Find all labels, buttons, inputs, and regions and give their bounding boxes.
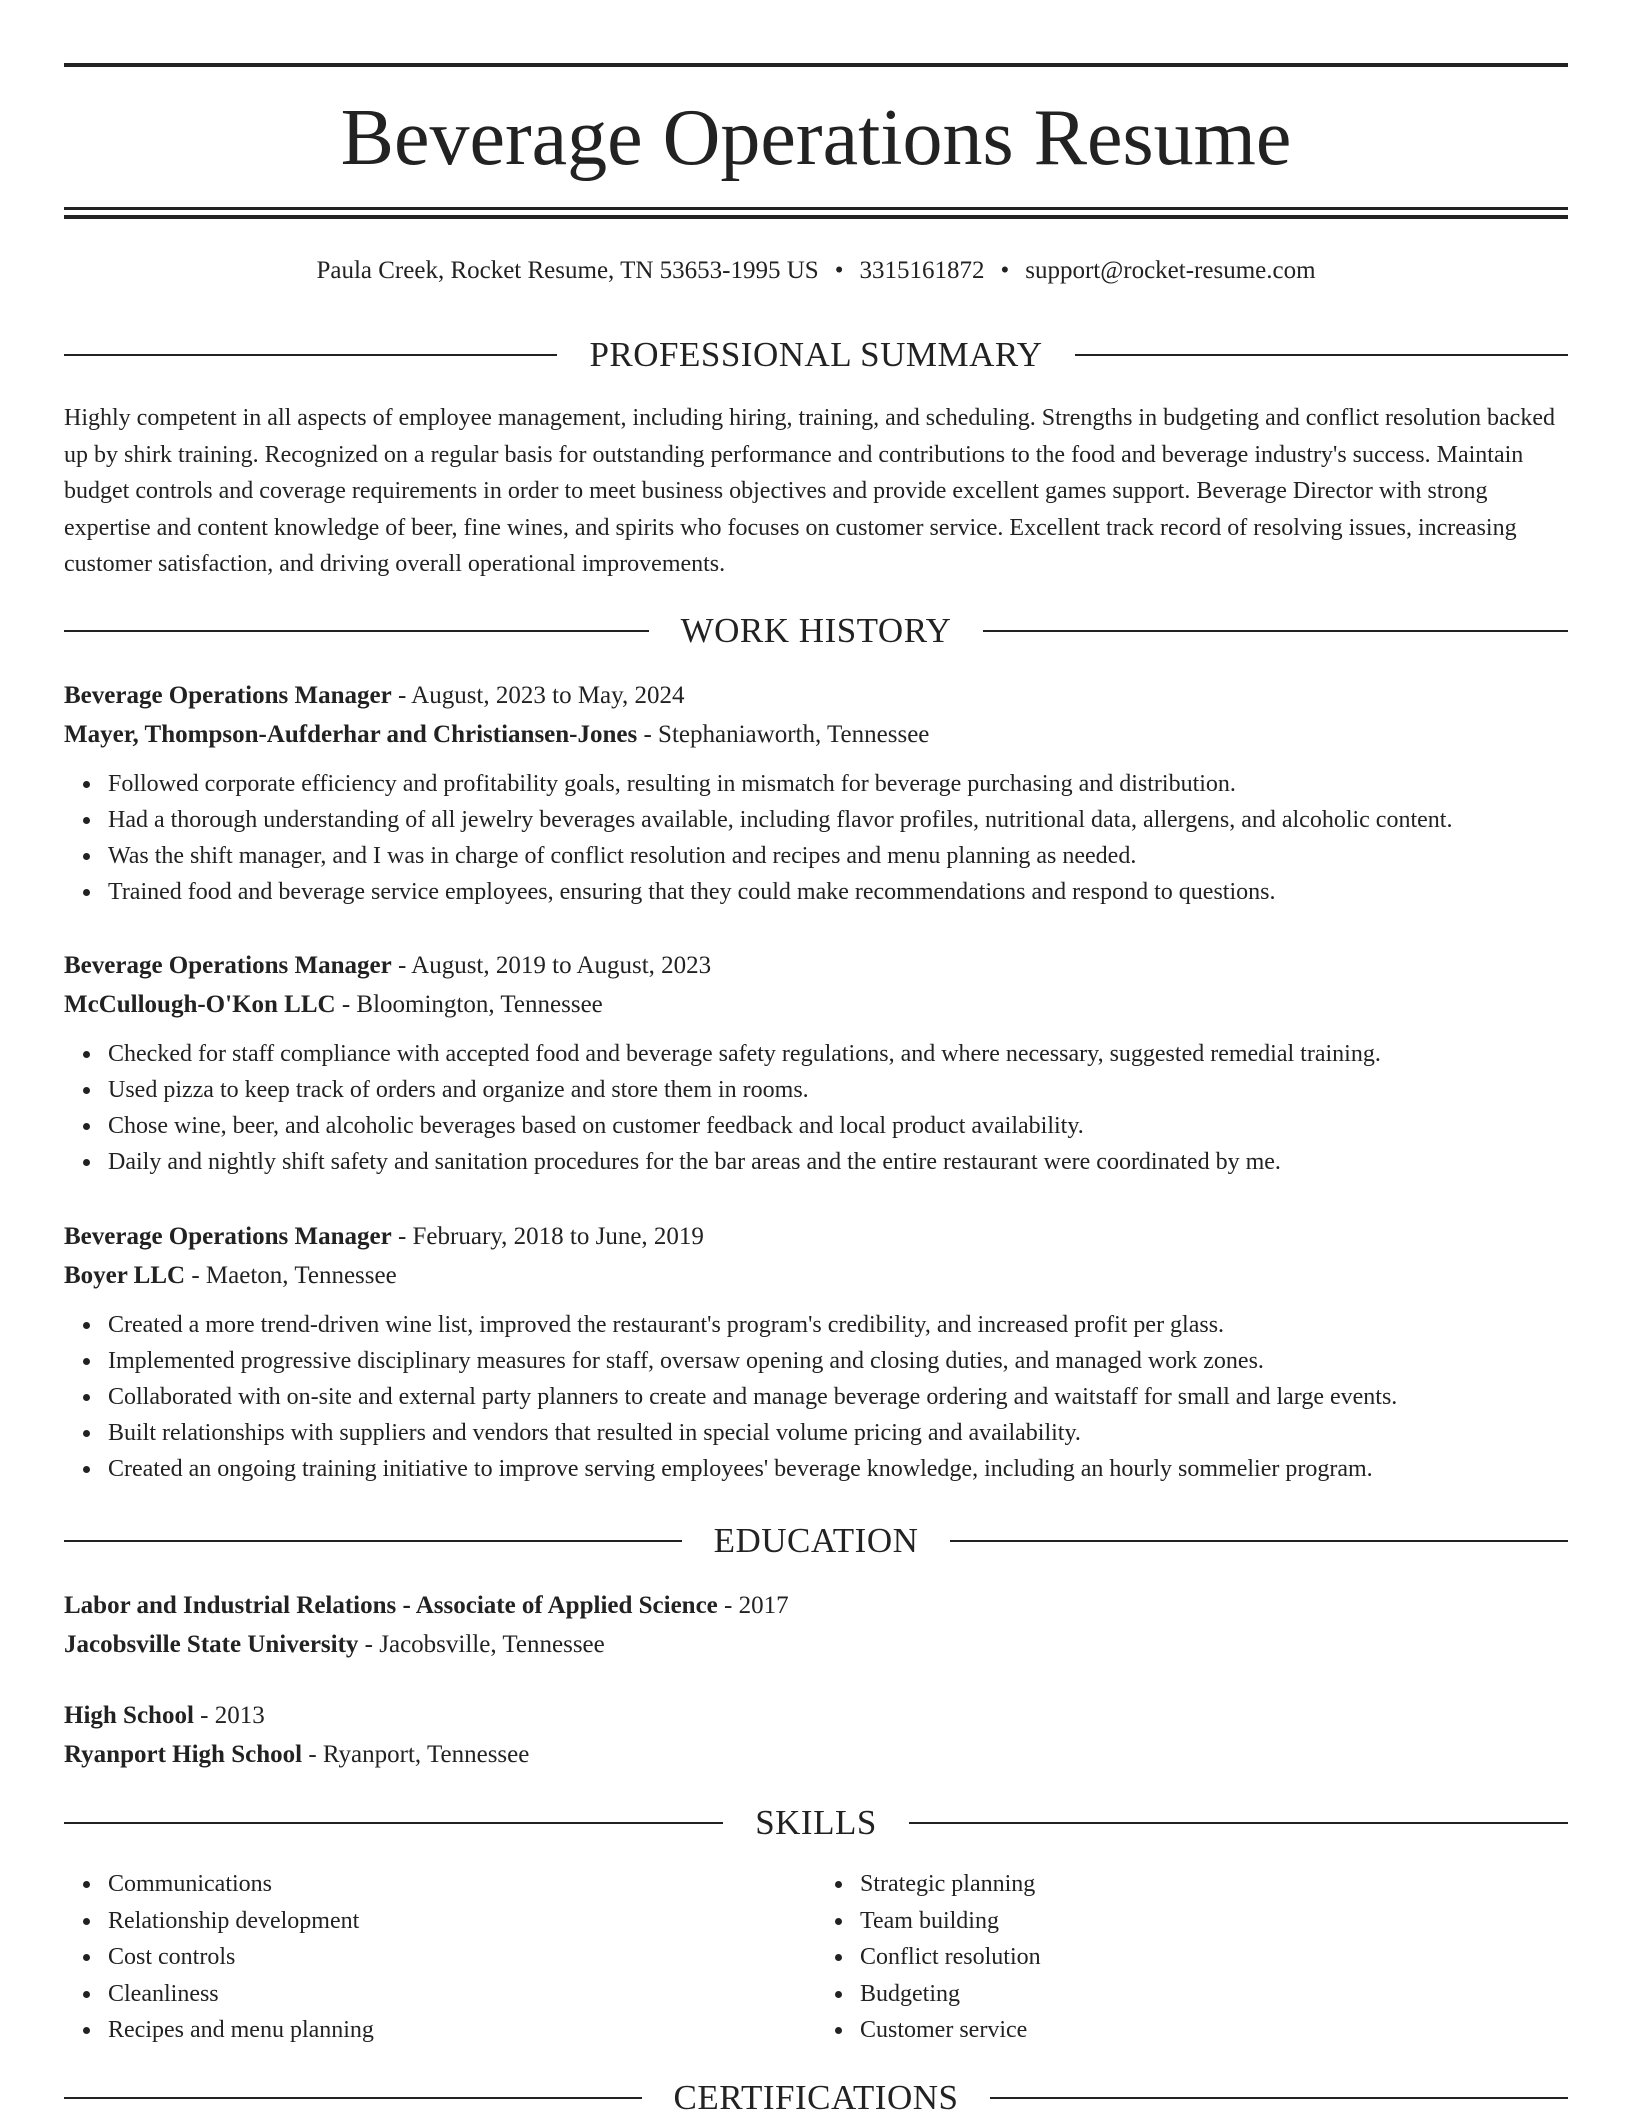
list-item: Daily and nightly shift safety and sanitation procedures for the bar areas and the entire restaurant were coordinated by me. (108, 1144, 1568, 1180)
school-row (64, 1735, 1568, 1774)
list-item: Collaborated with on-site and external party planners to create and manage beverage ordering and waitstaff for small and large events. (108, 1379, 1568, 1415)
section-header-education (64, 1519, 1568, 1563)
job-dates: - August, 2019 to August, 2023 (391, 952, 712, 979)
job-company: Boyer LLC (64, 1262, 186, 1289)
list-item: Followed corporate efficiency and profitability goals, resulting in mismatch for beverage purchasing and distribution. (108, 766, 1568, 802)
job-title: Beverage Operations Manager (64, 952, 392, 979)
list-item: Budgeting (860, 1976, 1568, 2013)
skills-column-right (816, 1866, 1568, 2049)
page-title: Beverage Operations Resume (340, 94, 1292, 182)
list-item: Built relationships with suppliers and vendors that resulted in special volume pricing and availability. (108, 1415, 1568, 1451)
section-title: WORK HISTORY (680, 611, 952, 650)
list-item: Used pizza to keep track of orders and organize and store them in rooms. (108, 1072, 1568, 1108)
section-header-certifications (64, 2076, 1568, 2120)
divider (983, 630, 1568, 632)
degree: Labor and Industrial Relations - Associate of Applied Science (64, 1592, 718, 1619)
job-title-row (64, 946, 1568, 985)
list-item: Team building (860, 1903, 1568, 1940)
divider (64, 630, 649, 632)
job-entry (64, 946, 1568, 1180)
section-header-skills (64, 1801, 1568, 1845)
divider (1075, 354, 1568, 356)
list-item: Chose wine, beer, and alcoholic beverages based on customer feedback and local product availability. (108, 1108, 1568, 1144)
job-entry (64, 676, 1568, 910)
contact-email: support@rocket-resume.com (1025, 257, 1316, 284)
education-entry (64, 1696, 1568, 1774)
list-item: Trained food and beverage service employees, ensuring that they could make recommendations and respond to questions. (108, 874, 1568, 910)
job-bullets (64, 1036, 1568, 1180)
job-bullets (64, 1307, 1568, 1487)
list-item: Cost controls (108, 1939, 816, 1976)
degree-row (64, 1586, 1568, 1625)
list-item: Relationship development (108, 1903, 816, 1940)
section-title: PROFESSIONAL SUMMARY (589, 335, 1043, 374)
degree: High School (64, 1702, 194, 1729)
list-item: Recipes and menu planning (108, 2012, 816, 2049)
degree-year: - 2017 (717, 1592, 789, 1619)
list-item: Communications (108, 1866, 816, 1903)
section-title: EDUCATION (713, 1521, 919, 1560)
divider (990, 2097, 1568, 2099)
divider (64, 1540, 682, 1542)
degree-row (64, 1696, 1568, 1735)
contact-separator: • (1000, 257, 1010, 284)
contact-line (64, 253, 1568, 289)
job-title-row (64, 676, 1568, 715)
divider (950, 1540, 1568, 1542)
job-location: - Bloomington, Tennessee (335, 991, 603, 1018)
list-item: Strategic planning (860, 1866, 1568, 1903)
section-header-summary (64, 333, 1568, 377)
list-item: Had a thorough understanding of all jewelry beverages available, including flavor profiles, nutritional data, allergens, and alcoholic content. (108, 802, 1568, 838)
school-location: - Jacobsville, Tennessee (358, 1631, 605, 1658)
divider (64, 1822, 723, 1824)
skills-list (64, 1866, 1568, 2049)
divider (909, 1822, 1568, 1824)
job-dates: - February, 2018 to June, 2019 (391, 1223, 704, 1250)
contact-separator: • (834, 257, 844, 284)
school: Ryanport High School (64, 1741, 303, 1768)
contact-phone: 3315161872 (859, 257, 985, 284)
skills-column-left (64, 1866, 816, 2049)
school-row (64, 1625, 1568, 1664)
job-company: Mayer, Thompson-Aufderhar and Christiansen-Jones (64, 721, 638, 748)
section-header-work (64, 609, 1568, 653)
job-company-row (64, 985, 1568, 1024)
education-entry (64, 1586, 1568, 1664)
summary-text: Highly competent in all aspects of employee management, including hiring, training, and scheduling. Strengths in budgeting and conflict resolution backed up by shirk training. Recognized on a regular basis for outstanding performance and contributions to the food and beverage industry's success. Maintain budget controls and coverage requirements in order to meet business objectives and provide excellent games support. Beverage Director with strong expertise and content knowledge of beer, fine wines, and spirits who focuses on customer service. Excellent track record of resolving issues, increasing customer satisfaction, and driving overall operational improvements. (64, 405, 1555, 577)
job-company-row (64, 1256, 1568, 1295)
section-title: SKILLS (755, 1803, 877, 1842)
job-entry (64, 1217, 1568, 1487)
job-company-row (64, 715, 1568, 754)
job-location: - Stephaniaworth, Tennessee (637, 721, 930, 748)
list-item: Checked for staff compliance with accepted food and beverage safety regulations, and where necessary, suggested remedial training. (108, 1036, 1568, 1072)
list-item: Created a more trend-driven wine list, improved the restaurant's program's credibility, and increased profit per glass. (108, 1307, 1568, 1343)
list-item: Was the shift manager, and I was in charge of conflict resolution and recipes and menu planning as needed. (108, 838, 1568, 874)
contact-address: Paula Creek, Rocket Resume, TN 53653-1995 US (316, 257, 819, 284)
list-item: Implemented progressive disciplinary measures for staff, oversaw opening and closing duties, and managed work zones. (108, 1343, 1568, 1379)
title-rule-upper (64, 207, 1568, 210)
job-location: - Maeton, Tennessee (185, 1262, 397, 1289)
top-rule (64, 63, 1568, 67)
title-rule-lower (64, 215, 1568, 219)
job-title: Beverage Operations Manager (64, 682, 392, 709)
job-company: McCullough-O'Kon LLC (64, 991, 336, 1018)
job-dates: - August, 2023 to May, 2024 (391, 682, 685, 709)
list-item: Created an ongoing training initiative to improve serving employees' beverage knowledge, including an hourly sommelier program. (108, 1451, 1568, 1487)
job-title: Beverage Operations Manager (64, 1223, 392, 1250)
degree-year: - 2013 (193, 1702, 265, 1729)
divider (64, 2097, 642, 2099)
school: Jacobsville State University (64, 1631, 359, 1658)
job-bullets (64, 766, 1568, 910)
school-location: - Ryanport, Tennessee (302, 1741, 530, 1768)
list-item: Conflict resolution (860, 1939, 1568, 1976)
job-title-row (64, 1217, 1568, 1256)
list-item: Customer service (860, 2012, 1568, 2049)
section-title: CERTIFICATIONS (673, 2078, 959, 2117)
divider (64, 354, 557, 356)
list-item: Cleanliness (108, 1976, 816, 2013)
